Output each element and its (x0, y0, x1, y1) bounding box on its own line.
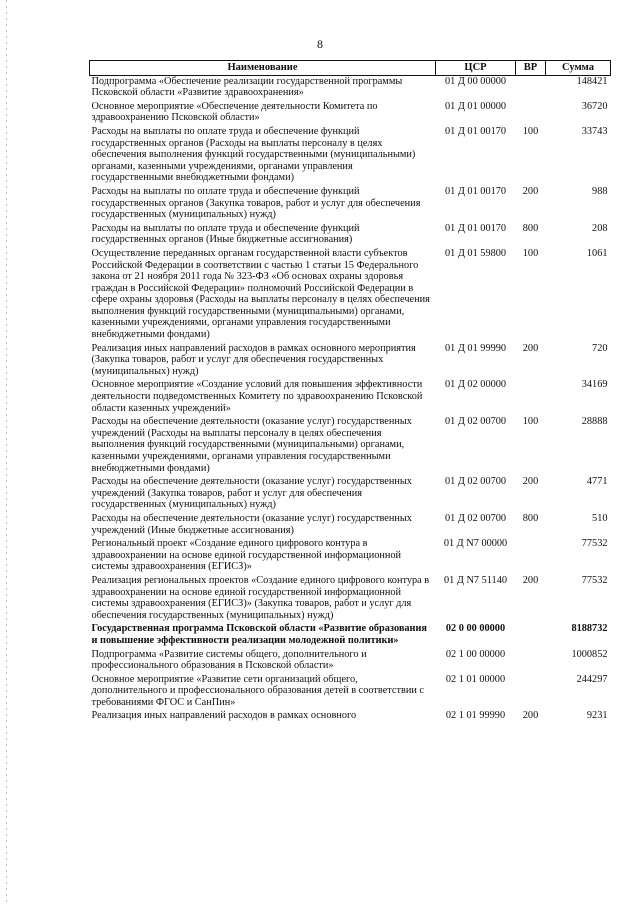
cell-csr: 01 Д 01 00170 (444, 185, 507, 197)
table-row (90, 75, 611, 101)
cell-vr (516, 674, 546, 711)
cell-csr: 02 1 01 00000 (445, 673, 506, 685)
cell-name: Подпрограмма «Развитие системы общего, дополнительного и профессионального образования в Псковской области» (91, 648, 367, 672)
table-row (90, 248, 611, 343)
cell-name: Региональный проект «Создание единого цифрового контура в здравоохранении на основе единой государственной информационной системы здравоохранения (ЕГИСЗ)» (91, 538, 402, 573)
cell-vr: 800 (522, 222, 539, 234)
cell-sum: 4771 (586, 476, 608, 488)
cell-name: Основное мероприятие «Обеспечение деятельности Комитета по здравоохранению Псковской области» (91, 100, 378, 124)
cell-name: Расходы на выплаты по оплате труда и обеспечение функций государственных органов (Расходы на выплаты персоналу в целях обеспечения выполнения функций государственными (муниципальными) органами, казенными учреждениями, органами управления государственными внебюджетными фондами) (91, 125, 416, 184)
cell-sum: 77532 (581, 538, 608, 550)
cell-name: Государственная программа Псковской области «Развитие образования и повышение эффективности реализации молодежной политики» (91, 623, 427, 646)
cell-sum: 28888 (581, 416, 608, 428)
cell-csr: 01 Д 01 59800 (444, 247, 507, 259)
table-row (90, 575, 611, 623)
cell-sum: 988 (592, 185, 608, 197)
table-row (90, 379, 611, 416)
cell-name: Реализация региональных проектов «Создание единого цифрового контура в здравоохранении на основе единой государственной информационной системы здравоохранения (ЕГИСЗ)» (Закупка товаров, работ и услуг для обеспечения государственных (муниципальных) нужд) (91, 574, 430, 621)
cell-sum: 77532 (581, 574, 608, 586)
header-csr: ЦСР (436, 61, 516, 76)
cell-sum: 34169 (581, 379, 608, 391)
cell-name: Расходы на выплаты по оплате труда и обеспечение функций государственных органов (Закупка товаров, работ и услуг для обеспечения государственных (муниципальных) нужд) (91, 185, 421, 221)
table-row (90, 476, 611, 513)
cell-sum: 244297 (576, 673, 608, 685)
header-sum: Сумма (546, 61, 611, 76)
cell-sum: 1061 (586, 247, 608, 259)
table-row (90, 186, 611, 223)
cell-sum: 33743 (581, 125, 608, 137)
table-row (90, 223, 611, 248)
cell-vr (516, 75, 546, 101)
cell-csr: 01 Д 02 00700 (444, 512, 507, 524)
table-row (90, 710, 611, 724)
cell-vr: 200 (522, 710, 539, 722)
cell-name: Основное мероприятие «Развитие сети организаций общего, дополнительного и профессионального образования детей в соответствии с требованиями ФГОС и СанПин» (91, 673, 424, 708)
table-row (90, 126, 611, 186)
table-row (90, 343, 611, 380)
cell-csr: 02 0 00 00000 (445, 623, 506, 635)
cell-csr: 01 Д 01 00170 (444, 125, 507, 137)
cell-csr: 01 Д N7 51140 (444, 574, 507, 586)
cell-name: Реализация иных направлений расходов в рамках основного (91, 710, 357, 722)
cell-sum: 148421 (576, 75, 608, 87)
cell-vr: 100 (522, 247, 539, 259)
cell-csr: 01 Д 02 00000 (444, 379, 507, 391)
cell-vr (516, 623, 546, 648)
cell-name: Расходы на обеспечение деятельности (оказание услуг) государственных учреждений (Расходы на выплаты персоналу в целях обеспечения выполнения функций государственными (муниципальными) органами, казенными учреждениями, органами управления государственными внебюджетными фондами) (91, 416, 412, 474)
cell-vr (516, 101, 546, 126)
cell-sum: 208 (592, 222, 608, 234)
table-row (90, 416, 611, 476)
cell-csr: 02 1 01 99990 (445, 710, 506, 722)
cell-sum: 1000852 (571, 648, 608, 660)
cell-csr: 01 Д 02 00700 (444, 476, 507, 488)
cell-vr (516, 538, 546, 575)
budget-table (89, 60, 611, 724)
cell-sum: 9231 (586, 710, 608, 722)
cell-name: Основное мероприятие «Создание условий для повышения эффективности деятельности подведомственных Комитету по здравоохранению Псковской области казенных учреждений» (91, 379, 423, 414)
cell-vr: 200 (522, 476, 539, 488)
page-number: 8 (317, 37, 323, 51)
table-row (90, 674, 611, 711)
table-row (90, 538, 611, 575)
cell-sum: 8188732 (571, 623, 608, 635)
cell-vr: 200 (522, 574, 539, 586)
cell-csr: 01 Д 00 00000 (444, 75, 507, 87)
cell-csr: 02 1 00 00000 (445, 648, 506, 660)
scan-edge (6, 0, 7, 905)
cell-name: Подпрограмма «Обеспечение реализации государственной программы Псковской области «Развитие здравоохранения» (91, 75, 403, 99)
cell-csr: 01 Д 02 00700 (444, 416, 507, 428)
table-header-row (90, 61, 611, 76)
cell-vr (516, 649, 546, 674)
cell-csr: 01 Д 01 00000 (444, 100, 507, 112)
table-row (90, 649, 611, 674)
cell-vr (516, 379, 546, 416)
cell-name: Осуществление переданных органам государственной власти субъектов Российской Федерации в соответствии с частью 1 статьи 15 Федерального закона от 21 ноября 2011 года № 323-ФЗ «Об основах охраны здоровья граждан в Российской Федерации» полномочий Российской Федерации в сфере охраны здоровья (Расходы на выплаты персоналу в целях обеспечения выполнения функций государственными (муниципальными) органами, казенными учреждениями, органами управления государственными внебюджетными фондами) (91, 247, 430, 341)
table-row (90, 101, 611, 126)
cell-name: Расходы на обеспечение деятельности (оказание услуг) государственных учреждений (Закупка товаров, работ и услуг для обеспечения государственных (муниципальных) нужд) (91, 476, 412, 511)
cell-name: Расходы на выплаты по оплате труда и обеспечение функций государственных органов (Иные бюджетные ассигнования) (91, 222, 360, 246)
cell-vr: 200 (522, 342, 539, 354)
table-row (90, 623, 611, 648)
cell-csr: 01 Д 01 00170 (444, 222, 507, 234)
cell-vr: 800 (522, 512, 539, 524)
cell-vr: 100 (522, 125, 539, 137)
cell-csr: 01 Д N7 00000 (443, 538, 508, 550)
cell-sum: 36720 (581, 100, 608, 112)
cell-vr: 100 (522, 416, 539, 428)
cell-name: Реализация иных направлений расходов в рамках основного мероприятия (Закупка товаров, работ и услуг для обеспечения государственных (муниципальных) нужд) (91, 342, 416, 377)
table-row (90, 513, 611, 538)
header-vr: ВР (516, 61, 546, 76)
cell-name: Расходы на обеспечение деятельности (оказание услуг) государственных учреждений (Иные бюджетные ассигнования) (91, 512, 412, 536)
cell-csr: 01 Д 01 99990 (444, 342, 507, 354)
header-name: Наименование (90, 61, 436, 76)
cell-vr: 200 (522, 185, 539, 197)
cell-sum: 510 (592, 512, 608, 524)
cell-sum: 720 (592, 342, 608, 354)
